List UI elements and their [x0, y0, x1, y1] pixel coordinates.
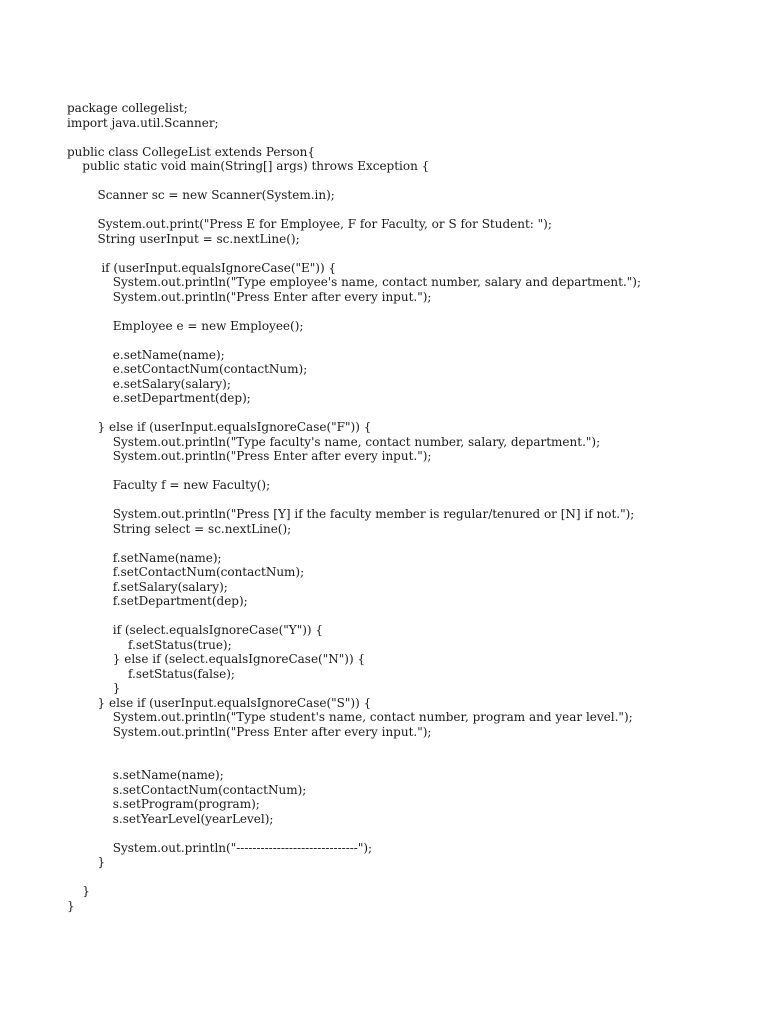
code-line: s.setName(name);: [67, 768, 224, 782]
code-line: }: [67, 884, 90, 898]
code-line: [67, 406, 641, 421]
code-line: System.out.println("Type employee's name, contact number, salary and department.");: [67, 275, 642, 289]
code-line: System.out.println("Type faculty's name, contact number, salary, department.");: [67, 434, 601, 449]
code-line: System.out.println("Press Enter after every input.");: [67, 724, 432, 739]
code-line: System.out.print("Press E for Employee, F for Faculty, or S for Student: ");: [67, 217, 552, 231]
code-line: } else if (userInput.equalsIgnoreCase("S")) {: [67, 695, 372, 710]
code-line: }: [67, 898, 75, 913]
code-line: [67, 464, 641, 479]
code-line: System.out.println("------------------------------");: [67, 840, 373, 855]
code-line: System.out.println("Press [Y] if the faculty member is regular/tenured or [N] if not.");: [67, 507, 635, 521]
code-line: s.setYearLevel(yearLevel);: [67, 811, 274, 826]
code-line: f.setContactNum(contactNum);: [67, 565, 305, 579]
code-line: [67, 203, 641, 218]
code-line: e.setContactNum(contactNum);: [67, 362, 308, 376]
code-line: public static void main(String[] args) throws Exception {: [67, 159, 430, 173]
code-line: [67, 609, 641, 624]
code-line: if (userInput.equalsIgnoreCase("E")) {: [67, 260, 337, 275]
code-line: [67, 246, 641, 261]
code-line: [67, 536, 641, 551]
code-line: [67, 493, 641, 508]
java-code-listing: [67, 101, 641, 913]
code-line: package collegelist;: [67, 101, 188, 115]
code-line: System.out.println("Press Enter after every input.");: [67, 449, 432, 463]
code-line: f.setStatus(true);: [67, 637, 232, 652]
code-line: } else if (userInput.equalsIgnoreCase("F")) {: [67, 420, 372, 434]
code-line: [67, 870, 641, 885]
code-line: }: [67, 681, 121, 695]
code-line: s.setProgram(program);: [67, 797, 260, 811]
code-line: f.setName(name);: [67, 550, 222, 565]
code-line: f.setDepartment(dep);: [67, 594, 248, 608]
code-line: e.setSalary(salary);: [67, 376, 231, 391]
code-line: public class CollegeList extends Person{: [67, 144, 316, 159]
code-line: [67, 304, 641, 319]
code-line: s.setContactNum(contactNum);: [67, 782, 307, 797]
code-line: [67, 754, 641, 769]
code-line: e.setDepartment(dep);: [67, 391, 251, 405]
code-line: }: [67, 855, 106, 869]
code-line: System.out.println("Type student's name, contact number, program and year level.");: [67, 710, 633, 724]
code-line: if (select.equalsIgnoreCase("Y")) {: [67, 623, 324, 637]
code-line: import java.util.Scanner;: [67, 115, 219, 130]
code-line: Employee e = new Employee();: [67, 318, 304, 333]
code-line: [67, 826, 641, 841]
code-line: System.out.println("Press Enter after every input.");: [67, 289, 432, 304]
code-line: } else if (select.equalsIgnoreCase("N")) {: [67, 652, 366, 666]
code-line: f.setStatus(false);: [67, 666, 235, 681]
code-line: [67, 130, 641, 145]
code-line: String userInput = sc.nextLine();: [67, 231, 300, 246]
code-line: String select = sc.nextLine();: [67, 521, 292, 536]
code-line: f.setSalary(salary);: [67, 579, 228, 594]
code-line: [67, 333, 641, 348]
code-line: Scanner sc = new Scanner(System.in);: [67, 188, 335, 202]
code-line: [67, 739, 641, 754]
code-line: Faculty f = new Faculty();: [67, 478, 271, 492]
code-line: [67, 174, 641, 189]
code-line: e.setName(name);: [67, 347, 225, 362]
